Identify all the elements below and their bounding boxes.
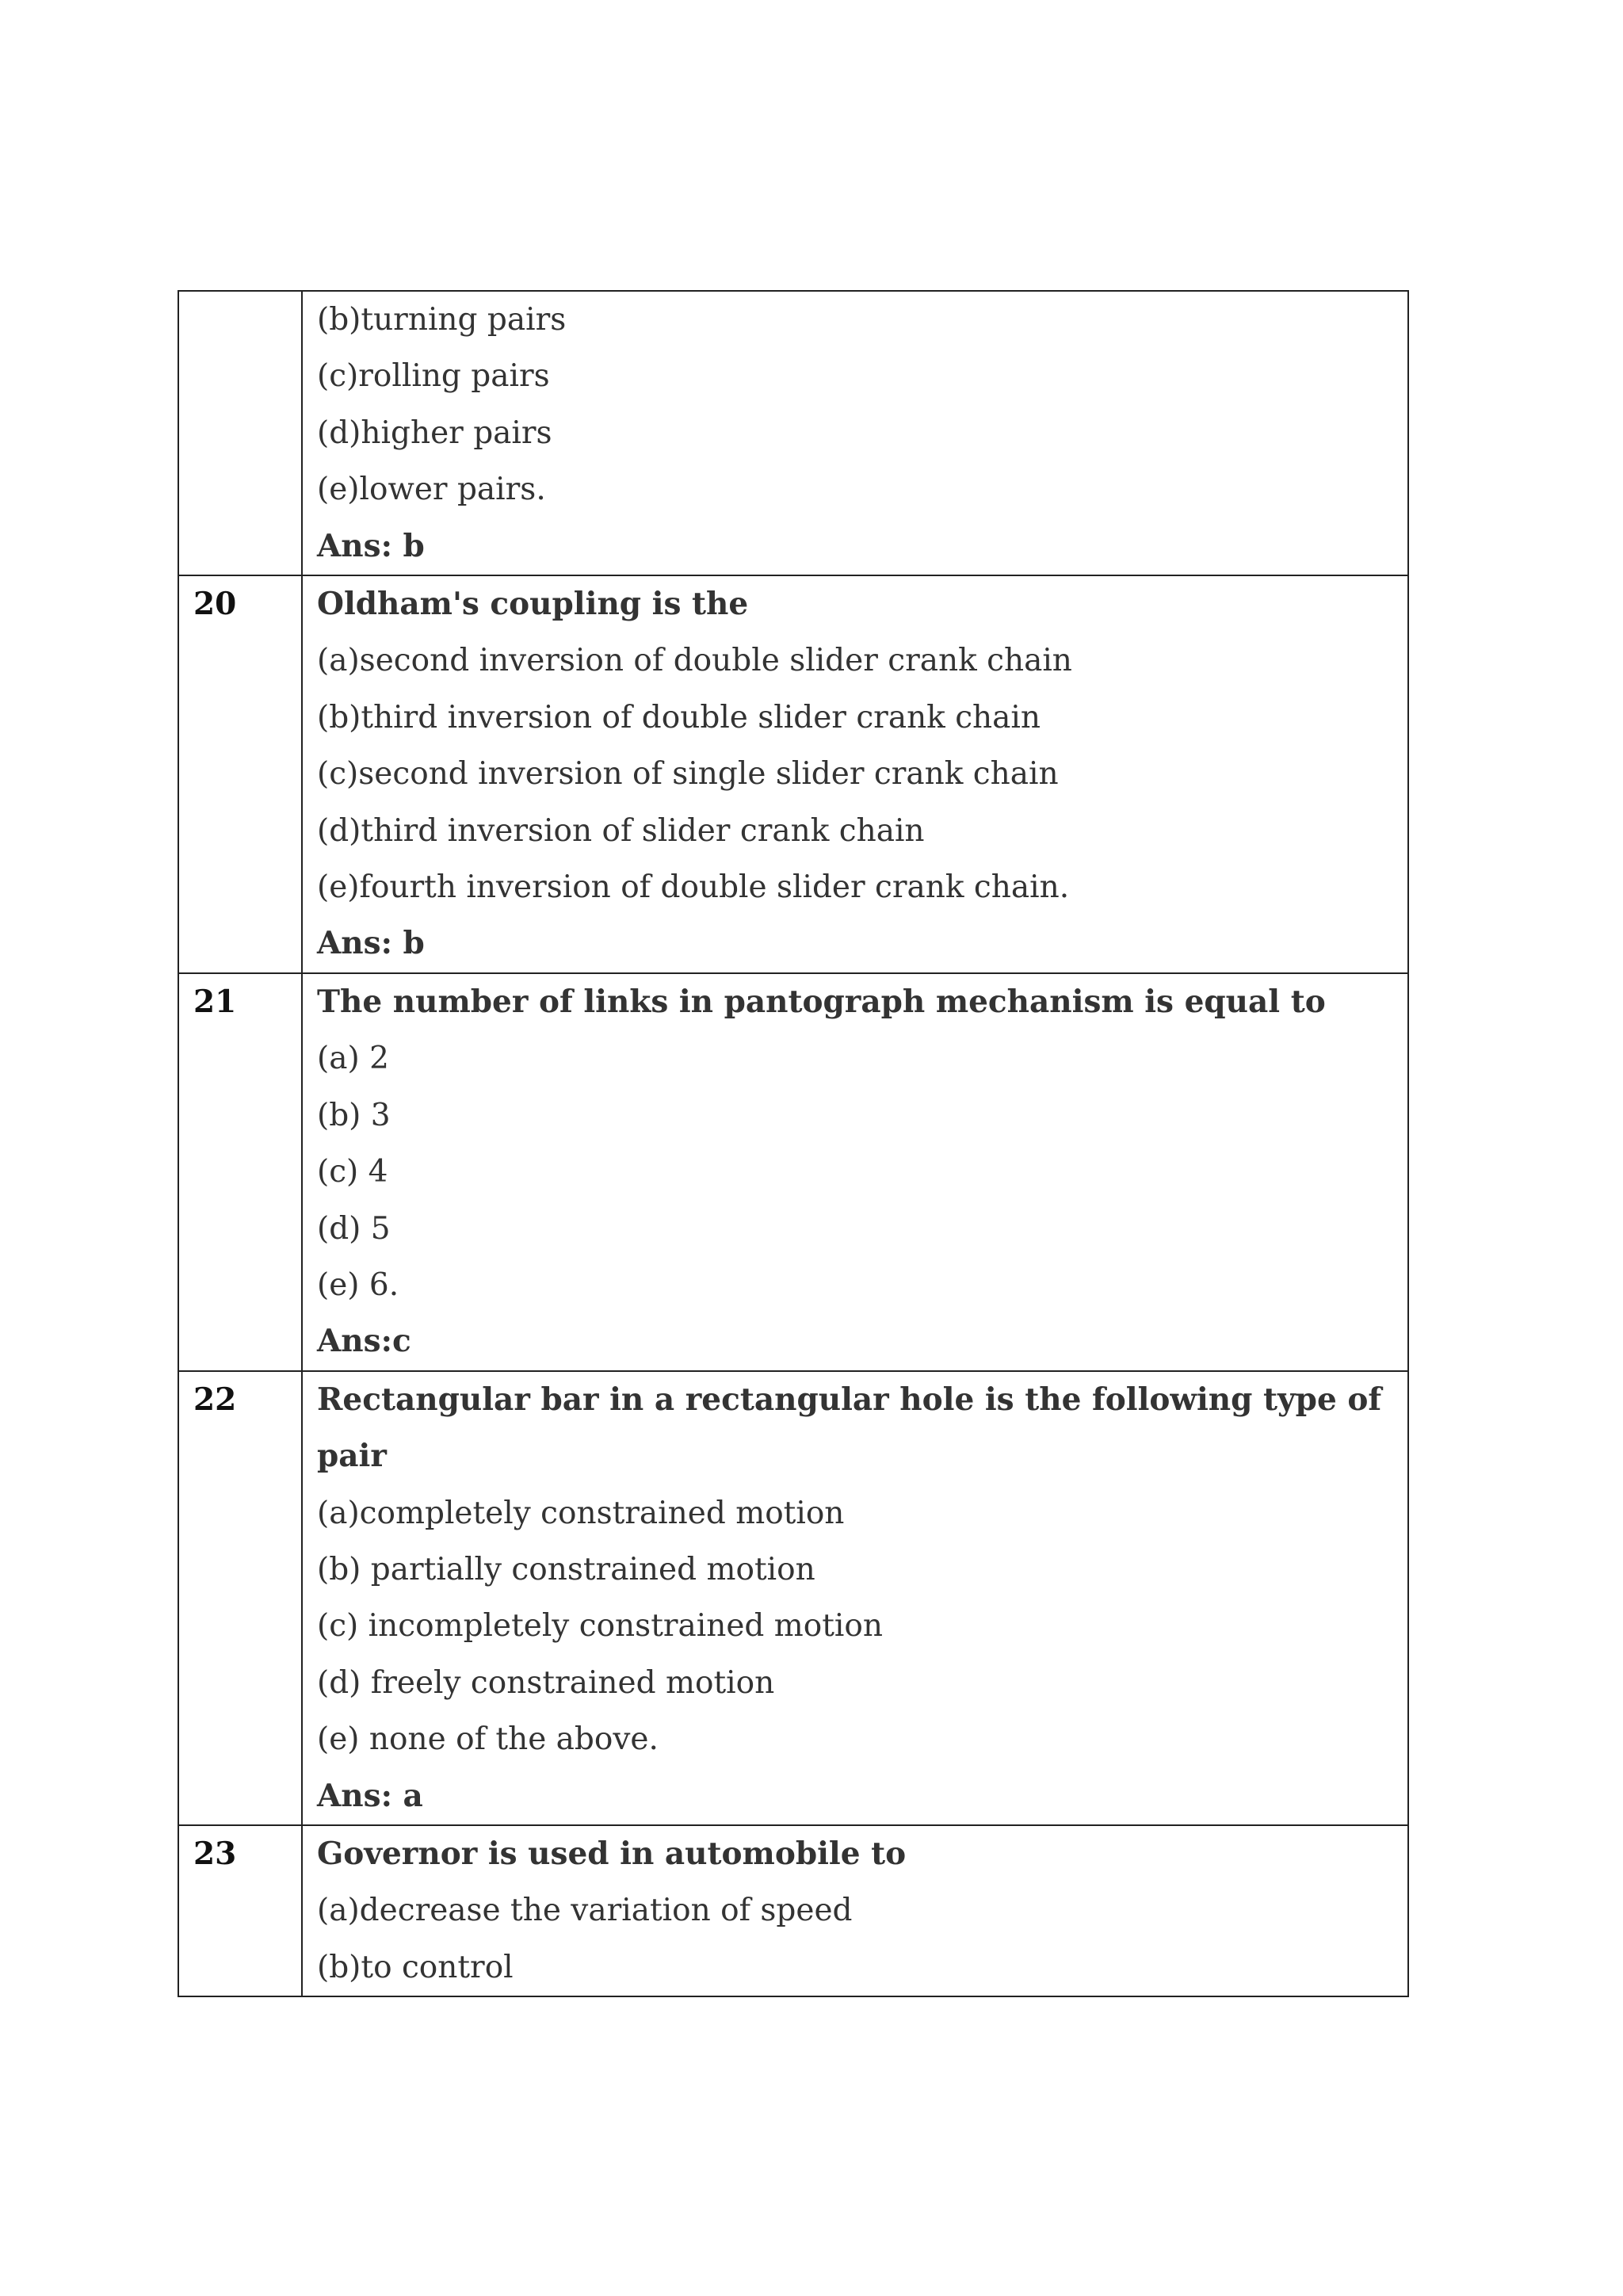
table-row	[178, 1825, 1408, 1996]
answer: Ans: a	[317, 1777, 423, 1814]
question-number: 23	[193, 1835, 237, 1872]
option-c: (c) 4	[317, 1154, 388, 1190]
table-row	[178, 1371, 1408, 1825]
option-b: (b)to control	[317, 1949, 514, 1985]
option-a: (a)completely constrained motion	[317, 1495, 845, 1531]
option-b: (b)turning pairs	[317, 302, 567, 338]
question-content-cell	[302, 1371, 1408, 1825]
table-row	[178, 973, 1408, 1371]
question-number-cell	[178, 1371, 302, 1825]
question-text: The number of links in pantograph mechanism is equal to	[317, 983, 1326, 1020]
table-row	[178, 291, 1408, 575]
option-d: (d)third inversion of slider crank chain	[317, 812, 925, 849]
question-number-cell	[178, 1825, 302, 1996]
question-text: Rectangular bar in a rectangular hole is the following type of pair	[317, 1381, 1382, 1475]
question-content-cell	[302, 575, 1408, 973]
question-content-cell	[302, 1825, 1408, 1996]
question-number-cell	[178, 973, 302, 1371]
answer: Ans: b	[317, 527, 425, 564]
question-number-cell	[178, 291, 302, 575]
option-b: (b) partially constrained motion	[317, 1551, 815, 1587]
option-e: (e) 6.	[317, 1266, 399, 1303]
option-d: (d) 5	[317, 1210, 391, 1247]
question-content-cell	[302, 291, 1408, 575]
question-number: 22	[193, 1381, 237, 1418]
question-content-cell	[302, 973, 1408, 1371]
option-c: (c)rolling pairs	[317, 358, 550, 395]
question-table	[178, 290, 1409, 1997]
question-text: Oldham's coupling is the	[317, 586, 749, 623]
question-number: 20	[193, 586, 237, 623]
option-e: (e)lower pairs.	[317, 472, 546, 508]
option-b: (b)third inversion of double slider crank chain	[317, 699, 1041, 735]
table-row	[178, 575, 1408, 973]
question-number: 21	[193, 983, 237, 1020]
answer: Ans: b	[317, 925, 425, 962]
option-c: (c) incompletely constrained motion	[317, 1608, 883, 1645]
answer: Ans:c	[317, 1323, 411, 1360]
option-e: (e) none of the above.	[317, 1721, 659, 1758]
option-d: (d)higher pairs	[317, 415, 552, 451]
option-a: (a)second inversion of double slider crank chain	[317, 643, 1072, 679]
question-number-cell	[178, 575, 302, 973]
option-b: (b) 3	[317, 1097, 391, 1133]
question-text: Governor is used in automobile to	[317, 1835, 907, 1872]
option-a: (a)decrease the variation of speed	[317, 1893, 853, 1929]
option-c: (c)second inversion of single slider crank chain	[317, 756, 1059, 793]
option-a: (a) 2	[317, 1041, 389, 1077]
option-e: (e)fourth inversion of double slider crank chain.	[317, 869, 1070, 906]
option-d: (d) freely constrained motion	[317, 1664, 775, 1701]
